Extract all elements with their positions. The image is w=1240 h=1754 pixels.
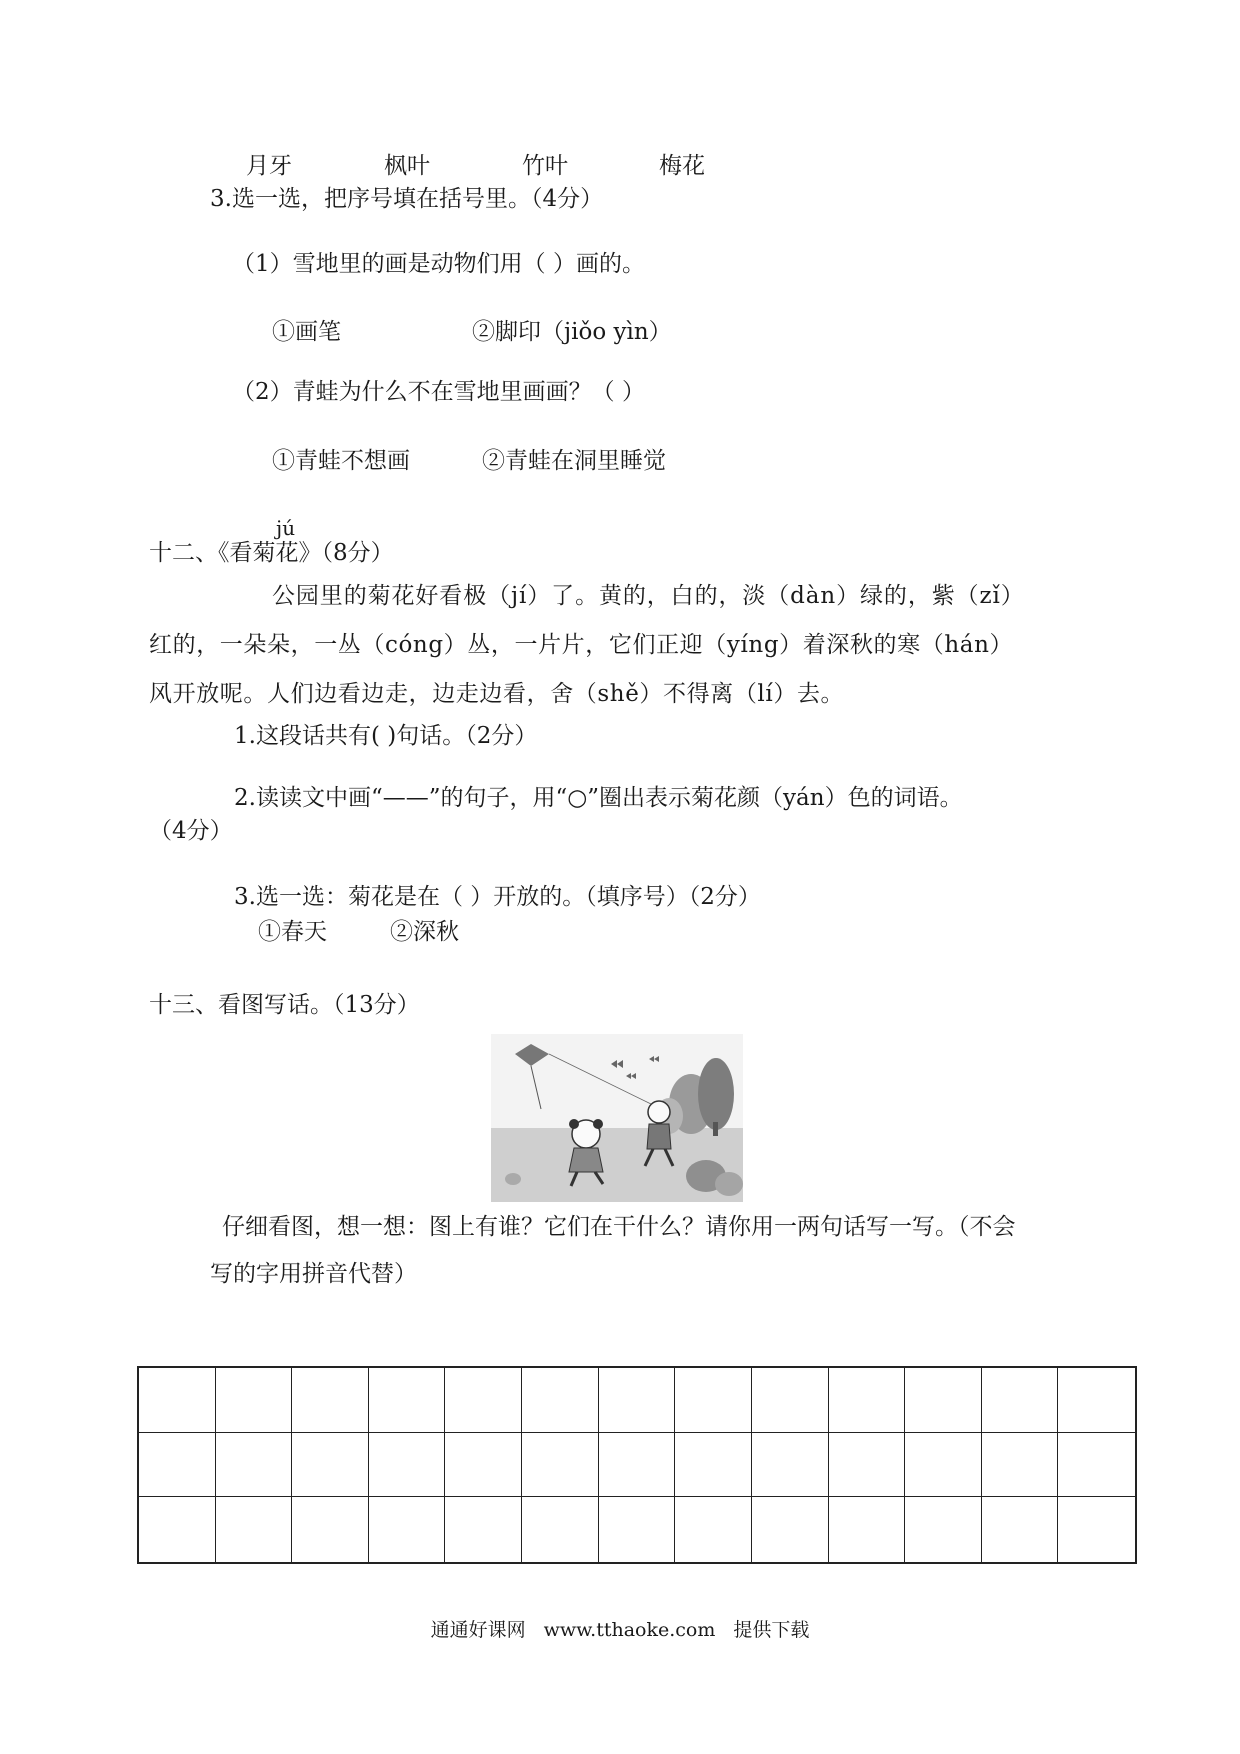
grid-cell[interactable] — [216, 1368, 293, 1433]
grid-cell[interactable] — [522, 1497, 599, 1562]
grid-cell[interactable] — [139, 1433, 216, 1498]
q3-sub1-option1: ①画笔 — [272, 319, 341, 345]
grid-cell[interactable] — [905, 1368, 982, 1433]
s12-q3: 3.选一选：菊花是在（ ）开放的。（填序号）（2分） — [234, 884, 761, 910]
word-fengye: 枫叶 — [384, 153, 430, 179]
s12-q3-option2: ②深秋 — [390, 919, 459, 945]
grid-cell[interactable] — [292, 1497, 369, 1562]
word-zhuye: 竹叶 — [522, 153, 568, 179]
q3-sub1-option2: ②脚印（jiǒo yìn） — [472, 319, 672, 345]
grid-cell[interactable] — [522, 1368, 599, 1433]
grid-cell[interactable] — [752, 1497, 829, 1562]
grid-cell[interactable] — [522, 1433, 599, 1498]
grid-cell[interactable] — [675, 1368, 752, 1433]
grid-cell[interactable] — [1058, 1497, 1135, 1562]
page-footer — [0, 1615, 1240, 1642]
grid-cell[interactable] — [905, 1497, 982, 1562]
footer-url[interactable]: www.tthaoke.com — [543, 1619, 716, 1641]
grid-cell[interactable] — [369, 1497, 446, 1562]
writing-prompt-line2: 写的字用拼音代替） — [210, 1261, 417, 1287]
grid-cell[interactable] — [752, 1368, 829, 1433]
passage-line-3: 风开放呢。人们边看边走，边走边看，舍（shě）不得离（lí）去。 — [149, 681, 845, 707]
s12-q2-line1: 2.读读文中画“——”的句子，用“○”圈出表示菊花颜（yán）色的词语。 — [234, 785, 963, 811]
section-12-title: 十二、《看菊花》（8分） — [149, 540, 394, 566]
section-13-title: 十三、看图写话。（13分） — [149, 992, 420, 1018]
grid-cell[interactable] — [445, 1497, 522, 1562]
q3-sub2-option2: ②青蛙在洞里睡觉 — [482, 448, 666, 474]
grid-cell[interactable] — [829, 1433, 906, 1498]
q3-sub1: （1）雪地里的画是动物们用（ ）画的。 — [232, 251, 645, 277]
grid-cell[interactable] — [905, 1433, 982, 1498]
pinyin-ju: jú — [276, 516, 296, 540]
grid-cell[interactable] — [829, 1368, 906, 1433]
grid-cell[interactable] — [369, 1433, 446, 1498]
grid-cell[interactable] — [139, 1497, 216, 1562]
grid-cell[interactable] — [982, 1433, 1059, 1498]
s12-q1: 1.这段话共有( )句话。（2分） — [234, 723, 538, 749]
passage-line-2: 红的，一朵朵，一丛（cóng）丛，一片片，它们正迎（yíng）着深秋的寒（hán） — [149, 632, 1014, 658]
grid-cell[interactable] — [752, 1433, 829, 1498]
grid-cell[interactable] — [829, 1497, 906, 1562]
grid-cell[interactable] — [675, 1433, 752, 1498]
passage-line-1: 公园里的菊花好看极（jí）了。黄的，白的，淡（dàn）绿的，紫（zǐ） — [272, 583, 1025, 609]
grid-cell[interactable] — [216, 1497, 293, 1562]
footer-note: 提供下载 — [733, 1619, 810, 1641]
grid-cell[interactable] — [599, 1368, 676, 1433]
grid-cell[interactable] — [675, 1497, 752, 1562]
grid-cell[interactable] — [1058, 1433, 1135, 1498]
grid-cell[interactable] — [292, 1433, 369, 1498]
footer-site-name: 通通好课网 — [430, 1619, 526, 1641]
q3-sub2: （2）青蛙为什么不在雪地里画画？（ ） — [232, 379, 645, 405]
grid-cell[interactable] — [982, 1368, 1059, 1433]
grid-cell[interactable] — [1058, 1368, 1135, 1433]
grid-cell[interactable] — [292, 1368, 369, 1433]
grid-cell[interactable] — [599, 1497, 676, 1562]
grid-cell[interactable] — [445, 1433, 522, 1498]
kite-children-illustration — [491, 1034, 743, 1202]
s12-q3-option1: ①春天 — [258, 919, 327, 945]
q3-sub2-option1: ①青蛙不想画 — [272, 448, 410, 474]
grid-cell[interactable] — [369, 1368, 446, 1433]
writing-grid[interactable] — [137, 1366, 1137, 1564]
q3-title: 3.选一选，把序号填在括号里。（4分） — [210, 186, 604, 212]
grid-cell[interactable] — [216, 1433, 293, 1498]
writing-prompt-line1: 仔细看图，想一想：图上有谁？它们在干什么？请你用一两句话写一写。（不会 — [222, 1214, 1016, 1240]
grid-cell[interactable] — [445, 1368, 522, 1433]
s12-q2-line2: （4分） — [149, 818, 233, 844]
word-meihua: 梅花 — [659, 153, 705, 179]
grid-cell[interactable] — [982, 1497, 1059, 1562]
grid-cell[interactable] — [599, 1433, 676, 1498]
grid-cell[interactable] — [139, 1368, 216, 1433]
word-yueya: 月牙 — [246, 153, 292, 179]
